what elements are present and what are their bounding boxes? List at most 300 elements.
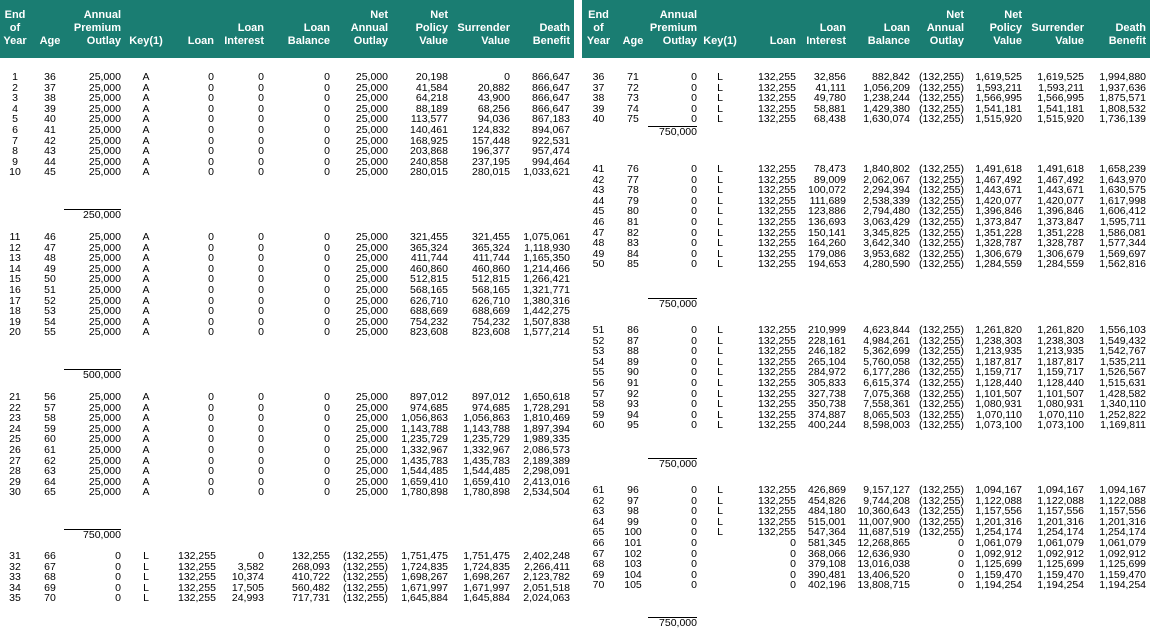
table-cell: 974,685 [410, 401, 448, 414]
table-cell: (132,255) [919, 184, 964, 197]
table-cell: (132,255) [343, 560, 388, 573]
table-cell: 1,073,100 [1037, 419, 1084, 432]
table-cell: 1,061,079 [975, 537, 1022, 549]
table-cell: 13,808,715 [857, 579, 910, 592]
table-cell: 1,187,817 [975, 355, 1022, 368]
table-cell: 1,515,920 [1037, 113, 1084, 126]
table-cell: 0 [691, 387, 697, 400]
table-cell: 49,780 [813, 92, 846, 105]
table-cell: L [143, 581, 149, 594]
table-cell: 25,000 [88, 102, 121, 115]
table-cell: 1,254,174 [1037, 526, 1084, 539]
table-cell: 164,260 [808, 237, 846, 250]
table-cell: (132,255) [919, 102, 964, 115]
table-cell: (132,255) [919, 205, 964, 218]
table-cell: 0 [258, 305, 264, 318]
table-cell: 0 [691, 505, 697, 518]
table-cell: 74 [627, 102, 639, 115]
table-cell: L [717, 113, 723, 126]
table-cell: 11 [9, 231, 21, 243]
table-cell: 50 [592, 258, 605, 271]
table-cell: 28 [9, 465, 21, 478]
table-cell: 0 [324, 401, 330, 414]
table-cell: (132,255) [919, 216, 964, 228]
table-cell: 1,238,303 [1037, 334, 1084, 347]
table-cell: 1,157,556 [1037, 505, 1084, 518]
table-cell: 80 [627, 205, 639, 218]
table-cell: 0 [790, 568, 796, 581]
table-cell: 0 [691, 71, 697, 83]
table-cell: A [142, 401, 150, 414]
table-cell: 0 [115, 571, 121, 584]
table-cell: 426,869 [808, 484, 846, 496]
table-cell: 168,925 [410, 134, 448, 147]
table-cell: 1,491,618 [975, 163, 1022, 175]
table-cell: 1,724,835 [463, 560, 510, 573]
table-cell: 0 [208, 315, 214, 328]
table-cell: 1,562,816 [1099, 258, 1146, 271]
table-cell: 0 [208, 124, 214, 136]
table-cell: 957,474 [532, 145, 570, 158]
table-cell: 62 [592, 494, 605, 507]
table-cell: (132,255) [343, 571, 388, 584]
table-cell: 1,396,846 [975, 205, 1022, 218]
table-cell: 0 [258, 315, 264, 328]
table-cell: 0 [691, 226, 697, 239]
table-cell: 974,685 [472, 401, 510, 414]
table-cell: 1,467,492 [975, 173, 1022, 186]
table-cell: 196,377 [472, 145, 510, 158]
table-cell: 90 [627, 366, 639, 379]
table-cell: 132,255 [758, 387, 796, 400]
table-cell: 1,128,440 [1037, 377, 1084, 389]
table-cell: A [142, 273, 150, 286]
table-cell: 78 [627, 184, 639, 197]
table-cell: 132,255 [758, 324, 796, 336]
table-cell: 1,159,470 [975, 568, 1022, 581]
table-cell: 0 [208, 401, 214, 414]
table-cell: A [142, 155, 150, 168]
table-cell: A [142, 262, 150, 275]
table-cell: L [717, 345, 723, 358]
table-cell: 1,897,394 [523, 422, 570, 435]
table-cell: 1,094,167 [975, 484, 1022, 496]
table-cell: 1 [12, 71, 18, 83]
table-cell: 6 [12, 124, 18, 136]
table-cell: 626,710 [410, 294, 448, 307]
table-cell: 0 [208, 465, 214, 478]
table-cell: 67 [44, 560, 56, 573]
table-cell: 25,000 [88, 475, 121, 488]
table-cell: (132,255) [919, 505, 964, 518]
table-cell: 53 [592, 345, 605, 358]
table-cell: 132,255 [758, 194, 796, 207]
table-cell: 49 [44, 262, 56, 275]
table-cell: 25,000 [355, 294, 388, 307]
table-cell: 1,159,470 [1037, 568, 1084, 581]
table-cell: 1,328,787 [1037, 237, 1084, 250]
table-cell: A [142, 284, 150, 296]
table-cell: 21 [9, 391, 21, 403]
table-cell: L [717, 216, 723, 228]
table-cell: 8 [12, 145, 18, 158]
table-cell: 0 [691, 408, 697, 421]
table-cell: 7,558,361 [863, 398, 910, 411]
table-cell: 1,658,239 [1099, 163, 1146, 175]
table-cell: 1,056,863 [401, 412, 448, 425]
table-cell: 1,544,485 [463, 465, 510, 478]
table-cell: A [142, 81, 150, 94]
table-cell: 1,125,699 [1099, 558, 1146, 571]
left-header-death-benefit: Death Benefit [532, 22, 570, 47]
table-cell: 44 [44, 155, 56, 168]
right-header-loan-balance: Loan Balance [867, 22, 910, 47]
table-cell: 25,000 [355, 71, 388, 83]
table-cell: 866,647 [532, 81, 570, 94]
table-cell: 1,214,466 [523, 262, 570, 275]
table-cell: 0 [324, 92, 330, 105]
table-cell: 460,860 [472, 262, 510, 275]
table-cell: 0 [324, 81, 330, 94]
table-cell: 69 [592, 568, 605, 581]
table-cell: 1,659,410 [463, 475, 510, 488]
table-cell: 512,815 [472, 273, 510, 286]
table-cell: 70 [592, 579, 605, 592]
table-row [582, 259, 1150, 270]
table-cell: 0 [208, 444, 214, 456]
table-cell: 1,586,081 [1099, 226, 1146, 239]
table-cell: 0 [324, 102, 330, 115]
table-cell: 25,000 [88, 305, 121, 318]
table-cell: 0 [691, 184, 697, 197]
table-cell: 132,255 [758, 334, 796, 347]
table-cell: 25,000 [355, 166, 388, 179]
table-cell: 15 [9, 273, 21, 286]
table-cell: 1,194,254 [1099, 579, 1146, 592]
table-cell: 0 [324, 294, 330, 307]
table-cell: 0 [115, 550, 121, 562]
table-cell: 0 [691, 526, 697, 539]
table-cell: 40 [592, 113, 605, 126]
table-cell: 24 [9, 422, 21, 435]
table-cell: 25,000 [88, 71, 121, 83]
table-cell: 2,086,573 [523, 444, 570, 456]
table-cell: 65 [592, 526, 605, 539]
premium-subtotal: 750,000 [648, 617, 697, 629]
table-cell: 1,070,110 [976, 408, 1022, 421]
table-cell: 13 [9, 252, 21, 265]
table-cell: 0 [324, 465, 330, 478]
table-cell: 246,182 [808, 345, 846, 358]
table-cell: 41,584 [415, 81, 448, 94]
table-cell: 3,582 [237, 560, 264, 573]
table-cell: 132,255 [758, 184, 796, 197]
table-cell: 45 [592, 205, 605, 218]
table-cell: L [717, 237, 723, 250]
table-cell: A [142, 113, 150, 126]
table-cell: 60 [44, 433, 56, 446]
table-cell: 0 [324, 124, 330, 136]
table-cell: 0 [324, 231, 330, 243]
table-cell: 1,780,898 [463, 486, 510, 499]
table-cell: 560,482 [292, 581, 330, 594]
right-header-death-benefit: Death Benefit [1108, 22, 1146, 47]
table-cell: 568,165 [410, 284, 448, 296]
table-cell: 132,255 [758, 355, 796, 368]
table-cell: 0 [691, 216, 697, 228]
table-cell: 0 [258, 241, 264, 254]
table-cell: 64,218 [415, 92, 448, 105]
table-cell: 25,000 [88, 315, 121, 328]
table-cell: L [717, 184, 723, 197]
table-cell: 1,541,181 [1037, 102, 1084, 115]
table-cell: 68 [44, 571, 56, 584]
table-cell: 1,056,209 [863, 81, 910, 94]
table-cell: L [717, 324, 723, 336]
table-cell: 1,491,618 [1037, 163, 1084, 175]
table-cell: 39 [592, 102, 605, 115]
table-cell: 1,061,079 [1099, 537, 1146, 549]
table-cell: 95 [627, 419, 639, 432]
table-row [0, 593, 574, 604]
left-header-key-1: Key(1) [129, 35, 163, 47]
table-cell: 10,374 [231, 571, 264, 584]
table-cell: 25,000 [88, 486, 121, 499]
table-cell: 1,526,567 [1099, 366, 1146, 379]
table-cell: 1,092,912 [975, 547, 1022, 560]
table-cell: 123,886 [808, 205, 846, 218]
table-cell: 57 [44, 401, 56, 414]
table-cell: 53 [44, 305, 56, 318]
table-cell: 25,000 [88, 401, 121, 414]
table-cell: (132,255) [919, 173, 964, 186]
table-cell: 1,122,088 [1099, 494, 1146, 507]
table-cell: 93 [627, 398, 639, 411]
table-cell: 25,000 [355, 454, 388, 467]
table-cell: 25,000 [88, 81, 121, 94]
table-cell: A [142, 252, 150, 265]
table-cell: 4,984,261 [863, 334, 910, 347]
table-cell: 547,364 [808, 526, 846, 539]
table-cell: 0 [691, 113, 697, 126]
left-header-net-policy-value: Net Policy Value [415, 9, 448, 47]
table-cell: L [717, 377, 723, 389]
table-cell: 140,461 [410, 124, 448, 136]
table-cell: 1,101,507 [1037, 387, 1084, 400]
table-cell: 55 [44, 326, 56, 339]
table-cell: 68,438 [813, 113, 846, 126]
table-cell: 1,125,699 [975, 558, 1022, 571]
table-cell: 51 [44, 284, 56, 296]
table-cell: 12,636,930 [857, 547, 910, 560]
right-table-header [582, 0, 1150, 58]
table-cell: 0 [691, 558, 697, 571]
right-header-end-of-year: End of Year [586, 9, 611, 47]
table-cell: 1,165,350 [523, 252, 570, 265]
table-cell: L [717, 355, 723, 368]
table-cell: 305,833 [808, 377, 846, 389]
table-cell: 0 [691, 398, 697, 411]
table-cell: 0 [324, 486, 330, 499]
table-cell: 1,080,931 [975, 398, 1022, 411]
premium-subtotal: 750,000 [648, 126, 697, 138]
table-cell: 581,345 [808, 537, 846, 549]
table-cell: 400,244 [808, 419, 846, 432]
table-cell: 81 [627, 216, 639, 228]
table-cell: L [717, 71, 723, 83]
table-cell: 1,544,485 [401, 465, 448, 478]
table-cell: L [717, 102, 723, 115]
table-cell: L [143, 560, 149, 573]
table-cell: 1,266,421 [523, 273, 570, 286]
table-cell: 1,194,254 [1037, 579, 1084, 592]
table-cell: 100,072 [808, 184, 846, 197]
table-cell: 0 [691, 419, 697, 432]
table-cell: 3,063,429 [863, 216, 910, 228]
table-cell: 1,033,621 [523, 166, 570, 179]
table-cell: 1,443,671 [975, 184, 1022, 197]
table-cell: 68 [592, 558, 605, 571]
table-cell: 0 [691, 494, 697, 507]
table-cell: 1,187,817 [1037, 355, 1084, 368]
table-cell: 132,255 [758, 92, 796, 105]
table-cell: 1,284,559 [1037, 258, 1084, 271]
table-cell: 10 [9, 166, 21, 179]
table-cell: 132,255 [758, 113, 796, 126]
table-cell: 0 [258, 92, 264, 105]
table-cell: 203,868 [410, 145, 448, 158]
table-cell: 25,000 [88, 294, 121, 307]
table-cell: A [142, 92, 150, 105]
table-cell: 0 [208, 391, 214, 403]
table-cell: (132,255) [919, 334, 964, 347]
table-cell: 61 [592, 484, 605, 496]
table-cell: 1,061,079 [1037, 537, 1084, 549]
table-cell: 1,593,211 [1038, 81, 1084, 94]
right-header-loan-interest: Loan Interest [806, 22, 846, 47]
table-cell: 0 [691, 547, 697, 560]
table-cell: 12,268,865 [857, 537, 910, 549]
table-cell: 36 [44, 71, 56, 83]
table-cell: 52 [44, 294, 56, 307]
table-cell: 25,000 [88, 92, 121, 105]
table-cell: 280,015 [410, 166, 448, 179]
table-cell: 0 [691, 205, 697, 218]
table-cell: 0 [324, 422, 330, 435]
table-cell: 2,538,339 [863, 194, 910, 207]
table-cell: 402,196 [808, 579, 846, 592]
table-cell: 0 [324, 134, 330, 147]
table-cell: 70 [44, 592, 56, 605]
table-cell: 327,738 [808, 387, 846, 400]
table-cell: 179,086 [808, 247, 846, 260]
table-cell: 25,000 [355, 134, 388, 147]
table-cell: 0 [324, 273, 330, 286]
table-cell: 0 [258, 252, 264, 265]
table-cell: 0 [208, 412, 214, 425]
table-cell: L [717, 366, 723, 379]
table-cell: 25,000 [355, 284, 388, 296]
table-cell: 19 [9, 315, 21, 328]
table-cell: 9,744,208 [863, 494, 910, 507]
table-cell: 1,467,492 [1037, 173, 1084, 186]
table-cell: 0 [691, 484, 697, 496]
table-cell: 66 [592, 537, 605, 549]
table-cell: 132,255 [758, 163, 796, 175]
table-cell: 6,177,286 [863, 366, 910, 379]
table-cell: 132,255 [758, 258, 796, 271]
table-cell: 3 [12, 92, 18, 105]
table-cell: A [142, 454, 150, 467]
table-cell: 0 [958, 558, 964, 571]
table-cell: 41 [592, 163, 605, 175]
table-cell: 1,332,967 [463, 444, 510, 456]
table-cell: 47 [592, 226, 605, 239]
table-cell: 0 [258, 550, 264, 562]
table-cell: 25,000 [355, 252, 388, 265]
table-cell: L [717, 398, 723, 411]
table-cell: 0 [208, 305, 214, 318]
table-cell: 1,306,679 [975, 247, 1022, 260]
table-cell: 88,189 [415, 102, 448, 115]
table-cell: A [142, 294, 150, 307]
table-cell: 25,000 [88, 124, 121, 136]
table-cell: 1,515,631 [1099, 377, 1146, 389]
table-cell: 75 [627, 113, 639, 126]
table-cell: 0 [258, 113, 264, 126]
table-cell: 1,070,110 [1038, 408, 1084, 421]
table-cell: 5,760,058 [863, 355, 910, 368]
table-cell: (132,255) [919, 494, 964, 507]
table-cell: 0 [208, 486, 214, 499]
table-row [0, 167, 574, 178]
table-cell: 98 [627, 505, 639, 518]
table-cell: L [717, 81, 723, 94]
table-row [582, 114, 1150, 125]
table-cell: 1,284,559 [975, 258, 1022, 271]
table-cell: 0 [258, 475, 264, 488]
table-cell: 823,608 [472, 326, 510, 339]
table-cell: 994,464 [532, 155, 570, 168]
table-cell: 0 [208, 155, 214, 168]
table-cell: 40 [44, 113, 56, 126]
table-cell: 1,094,167 [1037, 484, 1084, 496]
table-cell: 132,255 [758, 408, 796, 421]
right-header-age: Age [622, 35, 644, 47]
table-cell: 1,238,244 [863, 92, 910, 105]
table-cell: 0 [208, 252, 214, 265]
table-cell: 124,832 [472, 124, 510, 136]
table-cell: 0 [258, 166, 264, 179]
table-cell: 25,000 [355, 273, 388, 286]
table-cell: 1,507,838 [523, 315, 570, 328]
table-cell: 0 [258, 134, 264, 147]
table-cell: 25 [9, 433, 21, 446]
table-cell: 85 [627, 258, 639, 271]
table-cell: 0 [258, 231, 264, 243]
table-cell: 1,619,525 [975, 71, 1022, 83]
table-cell: 1,201,316 [1099, 515, 1146, 528]
table-cell: 0 [258, 401, 264, 414]
table-cell: 1,128,440 [975, 377, 1022, 389]
table-cell: 73 [627, 92, 639, 105]
table-cell: 26 [9, 444, 21, 456]
table-cell: 626,710 [472, 294, 510, 307]
table-cell: 1,092,912 [1037, 547, 1084, 560]
table-row [0, 487, 574, 498]
table-cell: 1,169,811 [1100, 419, 1146, 432]
table-cell: (132,255) [919, 163, 964, 175]
